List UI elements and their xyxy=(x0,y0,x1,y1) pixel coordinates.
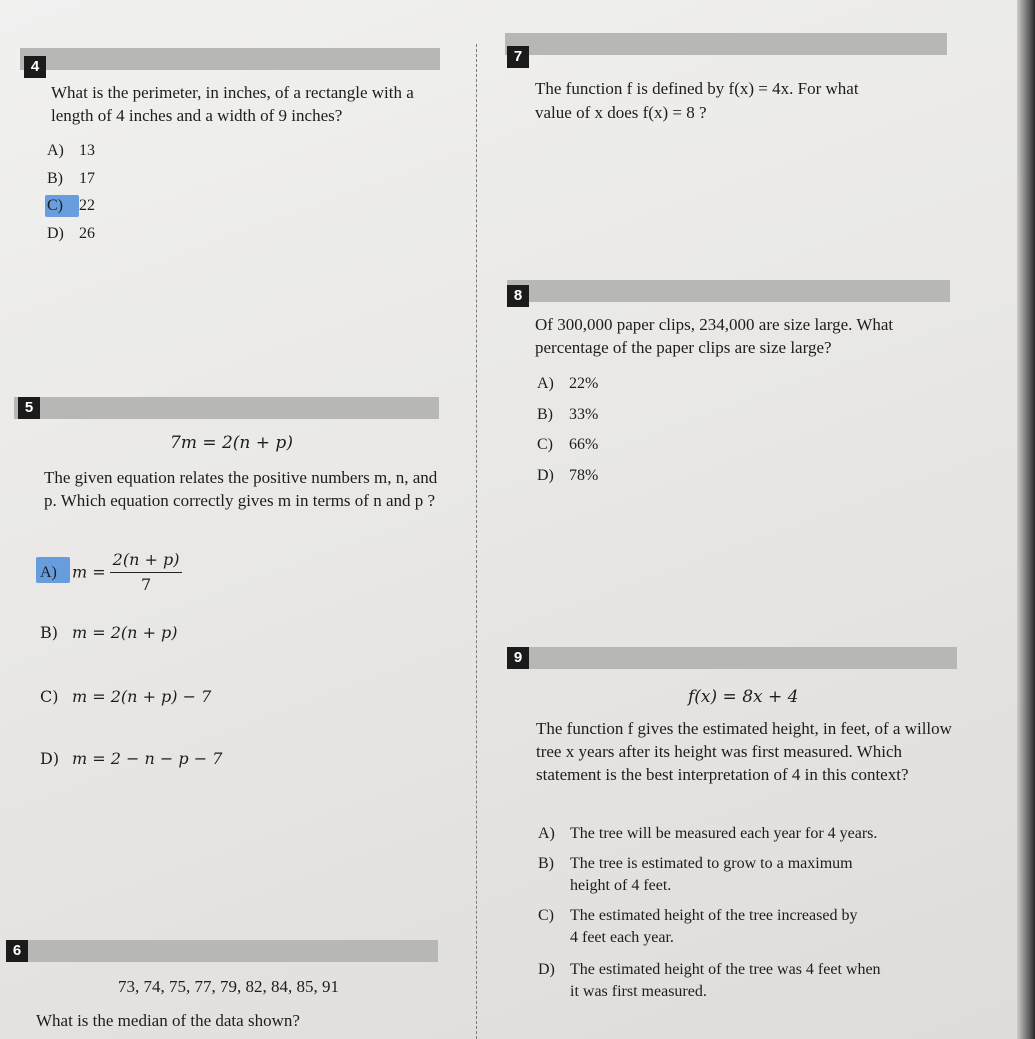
q5-equation: 7m = 2(n + p) xyxy=(170,433,293,453)
q8-stem: Of 300,000 paper clips, 234,000 are size large. What percentage of the paper clips are size large? xyxy=(535,315,894,357)
q5-choice-d[interactable]: D) m = 2 − n − p − 7 xyxy=(40,749,223,768)
q4-choice-b[interactable]: B) 17 xyxy=(47,170,95,187)
q5-number-badge: 5 xyxy=(18,397,40,419)
q5-choice-b[interactable]: B) m = 2(n + p) xyxy=(40,623,178,642)
q8-choice-a[interactable]: A) 22% xyxy=(537,375,599,392)
q9-choice-a[interactable]: A) The tree will be measured each year for 4 years. xyxy=(538,825,878,842)
q8-choice-c[interactable]: C) 66% xyxy=(537,436,599,453)
screen-edge xyxy=(1017,0,1035,1039)
q6-number-badge: 6 xyxy=(6,940,28,962)
q9-choice-d-line2: it was first measured. xyxy=(570,983,707,1000)
q4-number-badge: 4 xyxy=(24,56,46,78)
q4-choice-c[interactable]: C) 22 xyxy=(47,197,95,214)
q5-header-bar xyxy=(14,397,439,419)
q9-number-badge: 9 xyxy=(507,647,529,669)
q9-choice-b-line2: height of 4 feet. xyxy=(570,877,672,894)
q7-header-bar xyxy=(505,33,947,55)
q7-number-badge: 7 xyxy=(507,46,529,68)
q8-number-badge: 8 xyxy=(507,285,529,307)
q6-stem: What is the median of the data shown? xyxy=(36,1011,300,1030)
q6-header-bar xyxy=(6,940,438,962)
q4-choice-a[interactable]: A) 13 xyxy=(47,142,95,159)
q7-stem-line2: value of x does f(x) = 8 ? xyxy=(535,103,707,122)
q9-equation: f(x) = 8x + 4 xyxy=(688,687,799,707)
q4-stem: What is the perimeter, in inches, of a rectangle with a length of 4 inches and a width of 9 inches? xyxy=(51,83,414,125)
q5-choice-c[interactable]: C) m = 2(n + p) − 7 xyxy=(40,687,212,706)
column-divider xyxy=(476,44,477,1039)
q5-choice-a-fraction: $\frac{2(n + p)}{7}$ xyxy=(110,549,183,596)
q9-stem: The function f gives the estimated height, in feet, of a willow tree x years after its height was first measured. Which statement is the best interpretation of 4 in this context? xyxy=(536,719,952,784)
q9-choice-c-line2: 4 feet each year. xyxy=(570,929,674,946)
q8-choice-b[interactable]: B) 33% xyxy=(537,406,599,423)
q9-header-bar xyxy=(507,647,957,669)
q5-choice-a[interactable]: A) m = $\frac{2(n + p)}{7}$ xyxy=(40,549,182,596)
q8-choice-d[interactable]: D) 78% xyxy=(537,467,599,484)
q5-stem: The given equation relates the positive numbers m, n, and p. Which equation correctly gives m in terms of n and p ? xyxy=(44,468,438,510)
q6-data-list: 73, 74, 75, 77, 79, 82, 84, 85, 91 xyxy=(118,977,339,996)
q4-header-bar xyxy=(20,48,440,70)
q9-choice-d[interactable]: D) The estimated height of the tree was 4 feet when xyxy=(538,961,881,978)
q9-choice-b[interactable]: B) The tree is estimated to grow to a maximum xyxy=(538,855,853,872)
q7-stem-line1: The function f is defined by f(x) = 4x. For what xyxy=(535,79,859,98)
q8-header-bar xyxy=(507,280,950,302)
q9-choice-c[interactable]: C) The estimated height of the tree increased by xyxy=(538,907,858,924)
q4-choice-d[interactable]: D) 26 xyxy=(47,225,95,242)
